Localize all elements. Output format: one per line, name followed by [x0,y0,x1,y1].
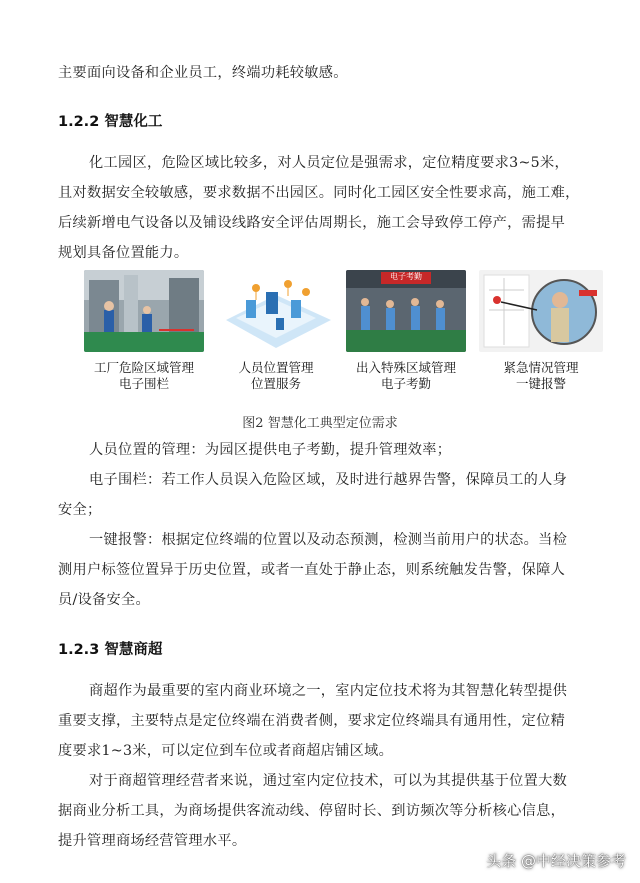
paragraph-line: 测用户标签位置异于历史位置，或者一直处于静止态，则系统触发告警，保障人 [58,562,566,578]
emergency-alarm-photo [479,270,603,352]
figure-item-caption [211,360,341,392]
paragraph-line: 且对数据安全较敏感，要求数据不出园区。同时化工园区安全性要求高，施工难， [58,185,580,201]
figure-item-title: 紧急情况管理 [503,360,579,375]
paragraph-line: 人员位置的管理：为园区提供电子考勤，提升管理效率； [89,442,452,458]
figure-item-subtitle: 一键报警 [515,376,566,391]
paragraph-line: 主要面向设备和企业员工，终端功耗较敏感。 [58,65,348,81]
figure-caption: 图2 智慧化工典型定位需求 [242,416,398,431]
figure-item-caption [79,360,209,392]
paragraph-line: 度要求1~3米，可以定位到车位或者商超店铺区域。 [58,743,394,759]
figure-item-title: 出入特殊区域管理 [355,360,456,375]
factory-hazard-photo [84,270,204,352]
paragraph-line: 规划具备位置能力。 [58,245,189,261]
figure-item-caption [341,360,471,392]
section-heading-1-2-3: 1.2.3 智慧商超 [58,642,163,658]
paragraph-line: 商超作为最重要的室内商业环境之一，室内定位技术将为其智慧化转型提供 [89,683,568,699]
figure-item-subtitle: 电子考勤 [380,376,431,391]
paragraph-line: 提升管理商场经营管理水平。 [58,833,247,849]
personnel-location-illustration [216,270,336,352]
paragraph-line: 安全； [58,502,102,518]
paragraph-line: 据商业分析工具，为商场提供客流动线、停留时长、到访频次等分析核心信息， [58,803,566,819]
section-heading-1-2-2: 1.2.2 智慧化工 [58,114,163,130]
special-area-attendance-photo [346,270,466,352]
paragraph-line: 化工园区，危险区域比较多，对人员定位是强需求，定位精度要求3~5米， [89,155,569,171]
paragraph-line: 电子围栏：若工作人员误入危险区域，及时进行越界告警，保障员工的人身 [89,472,568,488]
figure-item-subtitle: 位置服务 [250,376,301,391]
watermark-text: 头条 @中经决策参考 [486,852,626,870]
figure-item-title: 人员位置管理 [238,360,314,375]
paragraph-line: 一键报警：根据定位终端的位置以及动态预测，检测当前用户的状态。当检 [89,532,568,548]
figure-item-subtitle: 电子围栏 [118,376,169,391]
figure-item-caption [476,360,606,392]
paragraph-line: 后续新增电气设备以及铺设线路安全评估周期长，施工会导致停工停产，需提早 [58,215,566,231]
paragraph-line: 重要支撑，主要特点是定位终端在消费者侧，要求定位终端具有通用性，定位精 [58,713,566,729]
attendance-sign-text: 电子考勤 [390,272,422,281]
paragraph-line: 员/设备安全。 [58,592,151,608]
paragraph-line: 对于商超管理经营者来说，通过室内定位技术，可以为其提供基于位置大数 [89,773,568,789]
figure-item-title: 工厂危险区域管理 [93,360,194,375]
